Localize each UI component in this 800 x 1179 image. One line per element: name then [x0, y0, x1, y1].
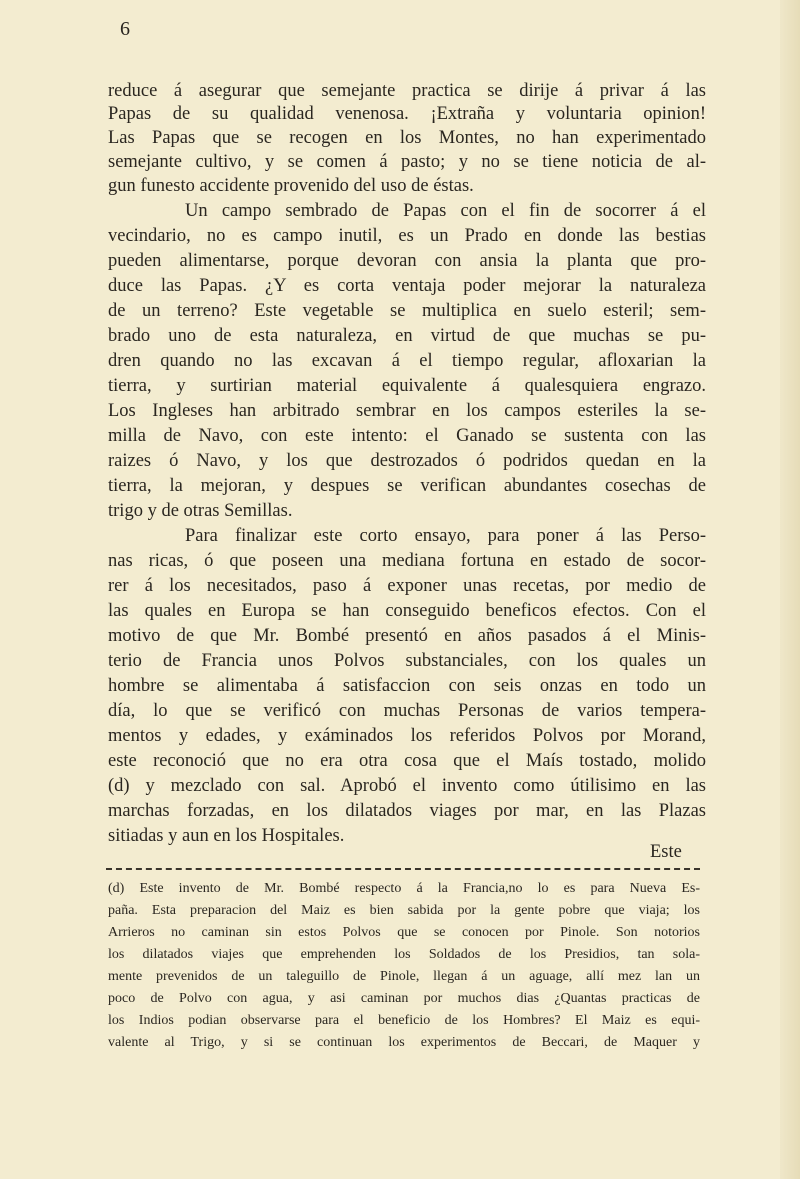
- body-line: raizes ó Navo, y los que destrozados ó podridos quedan en la: [108, 451, 706, 471]
- body-line: trigo y de otras Semillas.: [108, 501, 293, 521]
- footnote-line: mente prevenidos de un taleguillo de Pinole, llegan á un aguage, allí mez lan un: [108, 969, 700, 984]
- body-line: Papas de su qualidad venenosa. ¡Extraña y voluntaria opinion!: [108, 104, 706, 124]
- footnote-line: (d) Este invento de Mr. Bombé respecto á la Francia,no lo es para Nueva Es-: [108, 881, 700, 896]
- page-number: 6: [120, 18, 130, 40]
- body-line: Las Papas que se recogen en los Montes, no han experimentado: [108, 128, 706, 148]
- body-line: vecindario, no es campo inutil, es un Prado en donde las bestias: [108, 226, 706, 246]
- body-line: Un campo sembrado de Papas con el fin de socorrer á el: [185, 201, 706, 221]
- body-line: marchas forzadas, en los dilatados viages por mar, en las Plazas: [108, 801, 706, 821]
- footnote-line: los Indios podian observarse para el beneficio de los Hombres? El Maiz es equi-: [108, 1013, 700, 1028]
- body-line: mentos y edades, y exáminados los referidos Polvos por Morand,: [108, 726, 706, 746]
- body-line: tierra, y surtirian material equivalente á qualesquiera engrazo.: [108, 376, 706, 396]
- body-line: de un terreno? Este vegetable se multiplica en suelo esteril; sem-: [108, 301, 706, 321]
- page-edge: [780, 0, 800, 1179]
- body-line: pueden alimentarse, porque devoran con ansia la planta que pro-: [108, 251, 706, 271]
- body-line: semejante cultivo, y se comen á pasto; y no se tiene noticia de al-: [108, 152, 706, 172]
- body-line: hombre se alimentaba á satisfaccion con seis onzas en todo un: [108, 676, 706, 696]
- catchword: Este: [650, 842, 682, 862]
- footnote-line: paña. Esta preparacion del Maiz es bien sabida por la gente pobre que viaja; los: [108, 903, 700, 918]
- body-line: Para finalizar este corto ensayo, para poner á las Perso-: [185, 526, 706, 546]
- body-line: las quales en Europa se han conseguido beneficos efectos. Con el: [108, 601, 706, 621]
- body-line: gun funesto accidente provenido del uso de éstas.: [108, 176, 474, 196]
- body-line: dren quando no las excavan á el tiempo regular, afloxarian la: [108, 351, 706, 371]
- body-line: Los Ingleses han arbitrado sembrar en los campos esteriles la se-: [108, 401, 706, 421]
- body-line: sitiadas y aun en los Hospitales.: [108, 826, 345, 846]
- body-line: este reconoció que no era otra cosa que el Maís tostado, molido: [108, 751, 706, 771]
- footnote-line: valente al Trigo, y si se continuan los experimentos de Beccari, de Maquer y: [108, 1035, 700, 1050]
- footnote-line: Arrieros no caminan sin estos Polvos que se conocen por Pinole. Son notorios: [108, 925, 700, 940]
- body-line: (d) y mezclado con sal. Aprobó el invento como útilisimo en las: [108, 776, 706, 796]
- body-line: día, lo que se verificó con muchas Personas de varios tempera-: [108, 701, 706, 721]
- body-line: motivo de que Mr. Bombé presentó en años pasados á el Minis-: [108, 626, 706, 646]
- body-line: milla de Navo, con este intento: el Ganado se sustenta con las: [108, 426, 706, 446]
- body-line: terio de Francia unos Polvos substanciales, con los quales un: [108, 651, 706, 671]
- body-line: reduce á asegurar que semejante practica se dirije á privar á las: [108, 81, 706, 101]
- footnote-line: poco de Polvo con agua, y asi caminan por muchos dias ¿Quantas practicas de: [108, 991, 700, 1006]
- body-line: rer á los necesitados, paso á exponer unas recetas, por medio de: [108, 576, 706, 596]
- body-line: tierra, la mejoran, y despues se verifican abundantes cosechas de: [108, 476, 706, 496]
- body-line: brado uno de esta naturaleza, en virtud de que muchas se pu-: [108, 326, 706, 346]
- footnote-rule: [106, 868, 700, 870]
- footnote-line: los dilatados viajes que emprehenden los Soldados de los Presidios, tan sola-: [108, 947, 700, 962]
- body-line: duce las Papas. ¿Y es corta ventaja poder mejorar la naturaleza: [108, 276, 706, 296]
- body-line: nas ricas, ó que poseen una mediana fortuna en estado de socor-: [108, 551, 706, 571]
